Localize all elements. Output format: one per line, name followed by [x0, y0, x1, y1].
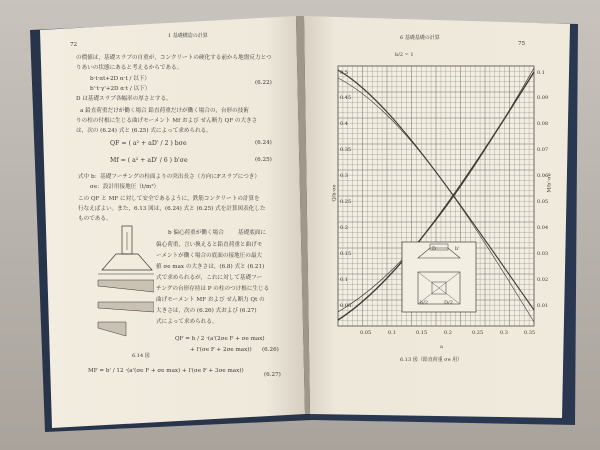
right-tick-label: 0.1 — [537, 70, 545, 76]
equation-number: (6.22) — [255, 80, 272, 86]
x-tick-label: 0.25 — [472, 330, 484, 336]
paragraph-line: この QF と MF に対して安全であるように，鉄筋コンクリートの計算を — [78, 196, 260, 202]
equation-number: (6.27) — [264, 372, 281, 378]
y-tick-label: 0.3 — [340, 173, 348, 179]
right-tick-label: 0.03 — [537, 251, 549, 257]
paragraph-line: ものである。 — [78, 216, 112, 222]
right-tick-label: 0.06 — [537, 173, 549, 179]
y-tick-label: 0.15 — [340, 251, 352, 257]
paragraph-line: 式によって求められる。 — [156, 319, 218, 325]
equation: + l'(σe F + 2σe max)) — [190, 347, 252, 353]
paragraph-line: りの柱の付根に生じる曲げモーメント Mf および せん断力 QF の大きさ — [76, 118, 258, 124]
left-page — [40, 16, 305, 428]
equation-number: (6.24) — [255, 140, 272, 146]
x-tick-label: 0.35 — [524, 330, 536, 336]
inset-label: b' — [455, 246, 460, 252]
y-tick-label: 0.2 — [340, 225, 348, 231]
right-tick-label: 0.08 — [537, 121, 549, 127]
right-page-number: 75 — [518, 41, 526, 47]
x-axis-label: a — [440, 344, 443, 350]
x-tick-label: 0.1 — [388, 330, 396, 336]
right-tick-label: 0.07 — [537, 147, 549, 153]
paragraph-line: 値 σe max の大きさは，(6.8) 式と (6.21) — [156, 264, 265, 270]
inset-label: b/2 — [420, 300, 429, 306]
y-tick-label: 0.35 — [340, 147, 352, 153]
equation-number: (6.25) — [255, 157, 272, 163]
paragraph-line: 式中 b：基礎フーチングの柱面よりの突出長さ（方向にFスラブにつき） — [78, 174, 260, 180]
y-tick-label: 0.1 — [340, 277, 348, 283]
formula-line: b·t·αt+2D α·t / 以下） — [90, 76, 150, 82]
paragraph-line: D は基礎スラブ各幅率の厚さとする。 — [76, 96, 172, 102]
right-tick-label: 0.04 — [537, 225, 549, 231]
equation: Mf = ( a² + aD' / 6 ) b'σe — [110, 157, 188, 164]
subsection-heading: b 偏心荷重が働く場合 — [168, 230, 224, 236]
equation: QF = ( a² + aD' / 2 ) bσe — [110, 140, 187, 147]
x-tick-label: 0.2 — [444, 330, 452, 336]
chart-top-note: b/2 = 1 — [395, 52, 414, 58]
paragraph-line: りあいの状態にあると考えるからである。 — [76, 65, 183, 71]
paragraph-line: ーメントが働く場合の底面の接地圧の最大 — [156, 253, 263, 259]
right-running-head: 6 基礎基礎の計算 — [400, 35, 440, 41]
right-tick-label: 0.05 — [537, 199, 549, 205]
paragraph-line: σe：設計用接地圧（t/m²） — [90, 184, 160, 190]
formula-line: b'·t·γ'+2D α·t / 以下） — [90, 86, 151, 92]
y-tick-label: 0.5 — [340, 70, 348, 76]
y-tick-label: 0.4 — [340, 121, 348, 127]
paragraph-line: 基礎底面に — [238, 230, 266, 236]
paragraph-line: チングの台形存持は P の柱のつけ根に生じる — [156, 286, 270, 292]
right-axis-label: M/b'·σe — [546, 173, 553, 193]
figure-caption: 6.14 図 — [132, 353, 150, 359]
left-axis-label: Q/b·σe — [331, 184, 338, 202]
x-tick-label: 0.05 — [360, 330, 372, 336]
inset-diagram — [402, 242, 476, 312]
left-page-number: 72 — [70, 42, 78, 48]
paragraph-line: 大きさは，次の (6.26) 式および (6.27) — [156, 308, 257, 314]
y-tick-label: 0.25 — [340, 199, 352, 205]
design-chart — [320, 60, 550, 350]
section-heading-line: a 鉛直荷重だけが働く場合 鉛直荷重だけが働く場合の，台形の技術 — [80, 108, 249, 114]
footing-diagram — [96, 222, 154, 350]
paragraph-line: 偏心荷重，言い換えると鉛直荷重と曲げモ — [156, 242, 263, 248]
paragraph-line: 式で求められるが，これに対して基礎フー — [156, 275, 263, 281]
right-tick-label: 0.02 — [537, 277, 549, 283]
y-tick-label: 0.05 — [340, 303, 352, 309]
x-tick-label: 0.3 — [500, 330, 508, 336]
inset-label: D — [432, 246, 437, 252]
paragraph-line: 曲げモーメント MF および せん断力 Qt の — [156, 297, 265, 303]
inset-label: D/2 — [444, 300, 453, 306]
x-tick-label: 0.15 — [416, 330, 428, 336]
paragraph-line: は，次の (6.24) 式と (6.25) 式によって求められる。 — [76, 128, 212, 134]
y-tick-label: 0.45 — [340, 95, 352, 101]
equation: MF = b' / 12 ·(a'(σe F + σe max) + l'(σe F + 3σe max)) — [88, 368, 244, 374]
right-tick-label: 0.09 — [537, 95, 549, 101]
paragraph-line: 行なえばよい。また，6.13 図は，(6.24) 式と (6.25) 式を計算図表化した — [78, 206, 266, 212]
equation: QF = b / 2 ·(a'(2σe F + σe max) — [175, 336, 265, 342]
equation-number: (6.26) — [262, 347, 279, 353]
right-tick-label: 0.01 — [537, 303, 549, 309]
left-running-head: 1 基礎構造の計算 — [168, 33, 208, 39]
paragraph-line: の價値は，基礎スラブの自重が，コンクリートの硬化する前から地盤反力とつ — [76, 55, 272, 61]
figure-caption: 6.13 図（鉛直荷重 σe 用） — [400, 357, 463, 363]
